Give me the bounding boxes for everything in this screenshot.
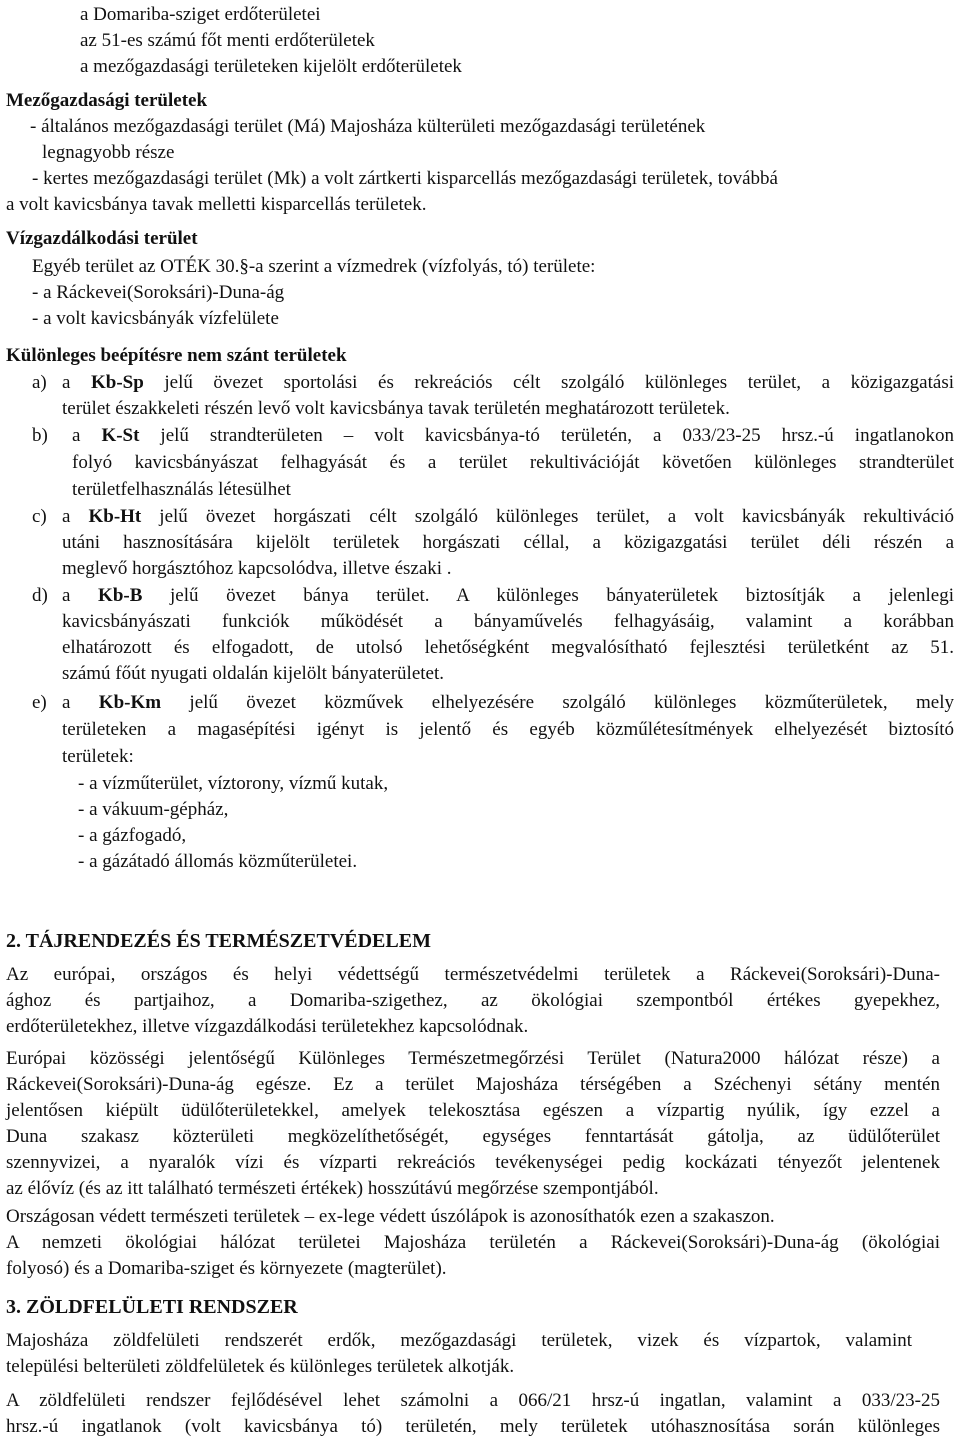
zone-code: Kb-B [98,585,143,606]
utility-item: - a vákuum-gépház, [78,799,229,820]
special-item-d-line: a Kb-B jelű övezet bánya terület. A különleges bányaterületek biztosítják a jelenlegi [62,585,954,606]
section-3-heading: 3. ZÖLDFELÜLETI RENDSZER [6,1296,298,1318]
zone-code: Kb-Ht [88,506,142,527]
special-item-d-line: számú főút nyugati oldalán kijelölt bányaterületet. [62,663,444,684]
item-marker: a) [32,372,47,393]
zone-code: Kb-Km [98,692,162,713]
agri-item-line: legnagyobb része [42,142,175,163]
section-2-paragraph-line: Országosan védett természeti területek – ex-lege védett úszólápok is azonosíthatók ezen a szakaszon. [6,1206,775,1227]
section-3-paragraph-line: Majosháza zöldfelületi rendszerét erdők, mezőgazdasági területek, vizek és vízpartok, valamint [6,1330,912,1351]
section-3-paragraph-line: települési belterületi zöldfelületek és különleges területek alkotják. [6,1356,515,1377]
section-2-paragraph-line: szennyvizei, a nyaralók vízi és vízparti rekreációs tevékenységei pedig kockázati tényezőt jelentenek [6,1152,940,1173]
water-item: - a Ráckevei(Soroksári)-Duna-ág [32,282,285,303]
utility-item: - a gázátadó állomás közműterületei. [78,851,358,872]
zone-code: Kb-Sp [91,372,144,393]
special-item-c-line: a Kb-Ht jelű övezet horgászati célt szolgáló különleges terület, a volt kavicsbányák rekultiváció [62,506,955,527]
special-item-e-line: területek: [62,746,134,767]
section-2-paragraph-line: erdőterületekhez, illetve vízgazdálkodási területekhez kapcsolódnak. [6,1016,529,1037]
section-2-paragraph-line: ághoz és partjaihoz, a Domariba-szigethez, az ökológiai szempontból értékes gyepekhez, [6,990,940,1011]
section-3-paragraph-line: A zöldfelületi rendszer fejlődésével lehet számolni a 066/21 hrsz-ú ingatlan, valamint a 033/23-25 [6,1390,940,1411]
water-intro: Egyéb terület az OTÉK 30.§-a szerint a vízmedrek (vízfolyás, tó) területe: [32,256,596,277]
special-item-e-line: a Kb-Km jelű övezet közművek elhelyezésére szolgáló különleges közműterületek, mely [62,692,955,713]
item-marker: d) [32,585,48,606]
special-item-b-line: folyó kavicsbányászat felhagyását és a terület rekultivációját követően különleges strandterület [72,452,954,473]
item-marker: e) [32,692,47,713]
special-item-a-line: a Kb-Sp jelű övezet sportolási és rekreációs célt szolgáló különleges terület, a közigazgatási [62,372,954,393]
zone-code: K-St [101,425,140,446]
section-2-paragraph-line: Ráckevei(Soroksári)-Duna-ág egésze. Ez a terület Majosháza térségében a Széchenyi sétány mentén [6,1074,940,1095]
special-item-b-line: területfelhasználás létesülhet [72,479,291,500]
utility-item: - a vízműterület, víztorony, vízmű kutak, [78,773,389,794]
special-item-c-line: utáni hasznosítására kijelölt területek horgászati céllal, a közigazgatási terület déli részén a [62,532,954,553]
water-heading: Vízgazdálkodási terület [6,228,198,249]
section-2-paragraph-line: A nemzeti ökológiai hálózat területei Majosháza területén a Ráckevei(Soroksári)-Duna-ág (ökológiai [6,1232,940,1253]
section-2-paragraph-line: az élővíz (és az itt található természeti értékek) hosszútávú megőrzése szempontjából. [6,1178,659,1199]
special-item-d-line: kavicsbányászati funkciók működését a bányaművelés felhagyásáig, valamint a korábban [62,611,954,632]
section-2-heading: 2. TÁJRENDEZÉS ÉS TERMÉSZETVÉDELEM [6,930,431,952]
special-item-b-line: a K-St jelű strandterületen – volt kavicsbánya-tó területén, a 033/23-25 hrsz.-ú ingatlanokon [72,425,954,446]
item-marker: b) [32,425,48,446]
forest-item: a mezőgazdasági területeken kijelölt erdőterületek [80,56,462,77]
section-2-paragraph-line: Európai közösségi jelentőségű Különleges Természetmegőrzési Terület (Natura2000 hálózat része) a [6,1048,940,1069]
special-item-e-line: területeken a magasépítési igényt is jelentő és egyéb közműlétesítmények elhelyezését biztosító [62,719,954,740]
forest-item: az 51-es számú főt menti erdőterületek [80,30,375,51]
agri-item-line: a volt kavicsbánya tavak melletti kisparcellás területek. [6,194,427,215]
section-2-paragraph-line: folyosó) és a Domariba-sziget és környezete (magterület). [6,1258,447,1279]
section-2-paragraph-line: jelentősen kiépült üdülőterületekkel, amelyek telekosztása egészen a vízpartig nyúlik, így ezzel a [6,1100,940,1121]
forest-item: a Domariba-sziget erdőterületei [80,4,321,25]
section-2-paragraph-line: Duna szakasz közterületi megközelíthetőségét, egységes fenntartását gátolja, az üdülőterület [6,1126,940,1147]
special-item-d-line: elhatározott és elfogadott, de utolsó lehetőségként megvalósítható fejlesztési területként az 51. [62,637,954,658]
water-item: - a volt kavicsbányák vízfelülete [32,308,279,329]
section-3-paragraph-line: hrsz.-ú ingatlanok (volt kavicsbánya tó) területén, mely területek utóhasznosítása során különleges [6,1416,940,1437]
agri-item-line: - általános mezőgazdasági terület (Má) Majosháza külterületi mezőgazdasági területének [30,116,706,137]
agri-heading: Mezőgazdasági területek [6,90,208,111]
agri-item-line: - kertes mezőgazdasági terület (Mk) a volt zártkerti kisparcellás mezőgazdasági területek, továbbá [32,168,778,189]
special-item-c-line: meglevő horgásztóhoz kapcsolódva, illetve északi . [62,558,452,579]
special-heading: Különleges beépítésre nem szánt területek [6,345,347,366]
section-2-paragraph-line: Az európai, országos és helyi védettségű természetvédelmi területek a Ráckevei(Soroksári)-Duna- [6,964,940,985]
item-marker: c) [32,506,47,527]
special-item-a-line: terület északkeleti részén levő volt kavicsbánya tavak területén meghatározott területek. [62,398,730,419]
utility-item: - a gázfogadó, [78,825,187,846]
